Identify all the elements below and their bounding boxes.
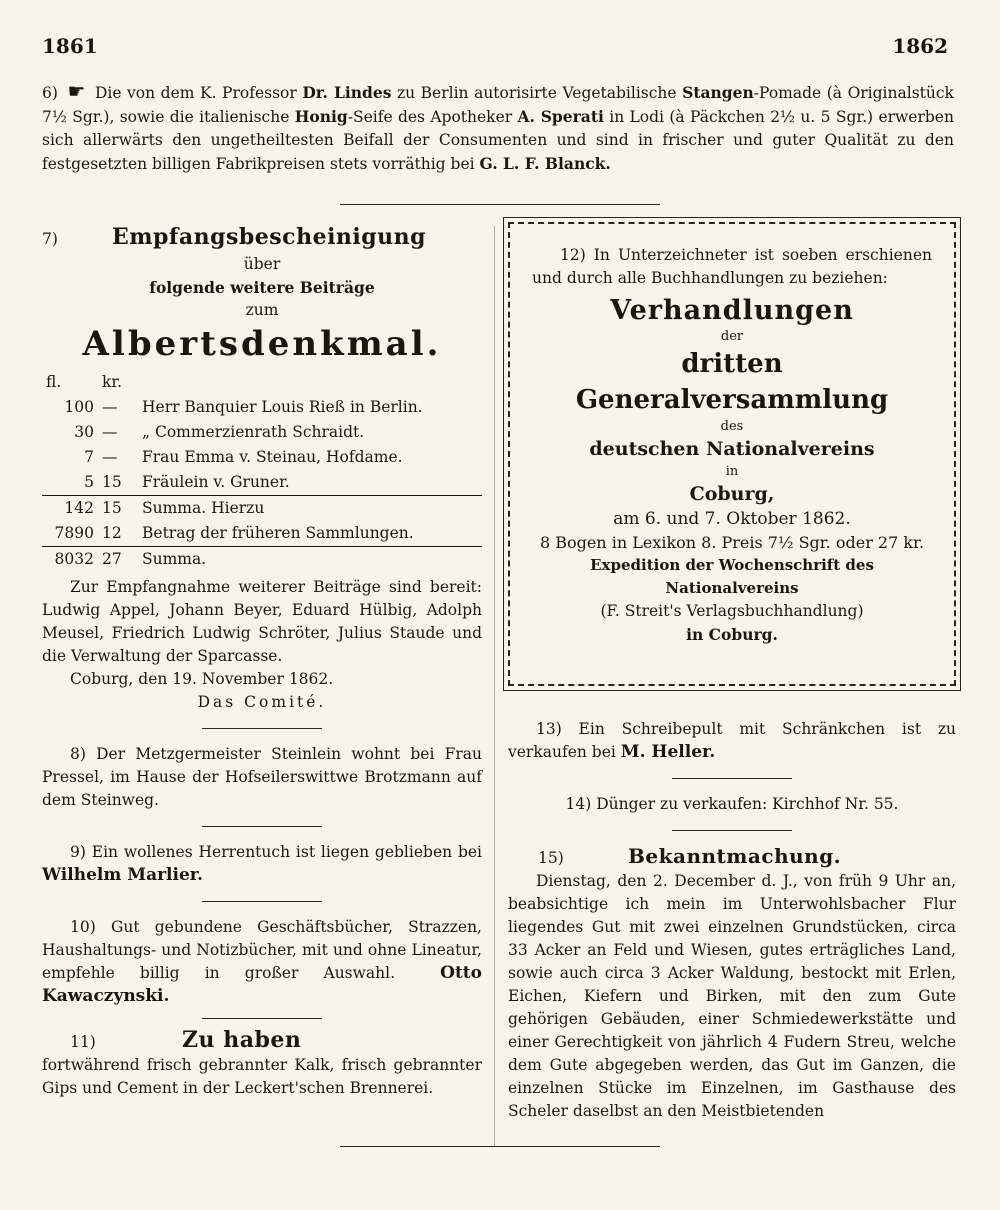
sum-row (42, 521, 482, 547)
ad10-name: Otto Kawaczynski. (42, 963, 482, 1006)
ad12-publisher-name: (F. Streit's Verlagsbuchhandlung) (600, 602, 864, 620)
advertisement-7 (42, 226, 482, 714)
table-row (42, 445, 482, 470)
separator-rule (202, 728, 322, 729)
advertisement-9 (42, 841, 482, 887)
ad12-der: der (720, 329, 744, 344)
separator-rule (672, 778, 792, 779)
ad7-number: 7) (42, 230, 58, 248)
ad9-name: Wilhelm Marlier. (42, 865, 204, 885)
ad6-name-blanck: G. L. F. Blanck. (479, 154, 611, 173)
ad15-number: 15) (538, 849, 564, 867)
ad12-title-generalversammlung: dritten Generalversammlung (575, 349, 889, 415)
ad15-title: Bekanntmachung. (628, 844, 842, 868)
ad6-name-lindes: Dr. Lindes (302, 83, 392, 102)
cell-donor: Fräulein v. Gruner. (142, 473, 290, 491)
cell-kr: — (102, 448, 118, 466)
table-row (42, 420, 482, 445)
cell-kr: 27 (98, 547, 138, 573)
ad10-text: 10) Gut gebundene Geschäftsbücher, Strazzen, Haushaltungs- und Notizbücher, mit und ohne Lineatur, empfehle billig in großer Auswahl. (42, 918, 482, 982)
ad6-text-e: in Lodi (à Päckchen 2½ u. 5 Sgr.) erwerben sich allerwärts den ungetheiltesten Beifall der Consumenten und sind in frischer und guter Qualität zu den festgesetzten billigen Fabrikpreisen stets vorräthig bei (42, 108, 954, 173)
ad6-text-d: -Seife des Apotheker (347, 108, 513, 126)
ad6-number: 6) (42, 84, 58, 102)
ad11-text: fortwährend frisch gebrannter Kalk, frisch gebrannter Gips und Cement in der Leckert'schen Brennerei. (42, 1056, 482, 1097)
cell-label: Betrag der früheren Sammlungen. (142, 524, 414, 542)
ad7-title: Empfangsbescheinigung (112, 224, 427, 250)
ad7-line-zum: zum (245, 301, 279, 319)
ad12-publisher-place: in Coburg. (686, 625, 778, 644)
ad9-text: 9) Ein wollenes Herrentuch ist liegen geblieben bei (70, 843, 482, 861)
cell-fl: 30 (74, 423, 94, 441)
ad12-price: 8 Bogen in Lexikon 8. Preis 7½ Sgr. oder 27 kr. (539, 533, 925, 552)
ad6-text-a: Die von dem K. Professor (94, 84, 297, 102)
ad11-title: Zu haben (182, 1027, 302, 1053)
cell-kr: — (102, 398, 118, 416)
advertisement-14: 14) Dünger zu verkaufen: Kirchhof Nr. 55. (565, 795, 899, 813)
donation-table (42, 370, 482, 572)
ad12-title-verhandlungen: Verhandlungen (610, 295, 854, 326)
cell-kr: 15 (102, 473, 122, 491)
cell-donor: „ Commerzienrath Schraidt. (142, 423, 365, 441)
separator-rule (202, 1018, 322, 1019)
ad12-in: in (725, 464, 739, 479)
ad11-number: 11) (70, 1033, 96, 1051)
col-header-kr: kr. (102, 373, 123, 391)
ad12-publisher: Expedition der Wochenschrift des Nationalvereins (590, 556, 874, 597)
cell-fl: 142 (42, 496, 98, 522)
ad12-title-nationalverein: deutschen Nationalvereins (589, 438, 875, 460)
ad6-name-stangen: Stangen (682, 83, 754, 102)
cell-fl: 5 (84, 473, 94, 491)
table-row (42, 470, 482, 496)
cell-label: Summa. Hierzu (138, 496, 482, 522)
separator-rule (340, 204, 660, 205)
cell-kr: 15 (98, 496, 138, 522)
advertisement-6 (42, 80, 954, 176)
cell-kr: — (102, 423, 118, 441)
cell-fl: 100 (64, 398, 94, 416)
col-header-fl: fl. (46, 373, 62, 391)
ad7-line-uber: über (243, 255, 281, 273)
ad7-body: Zur Empfangnahme weiterer Beiträge sind bereit: Ludwig Appel, Johann Beyer, Eduard Hülbig, Adolph Meusel, Friedrich Ludwig Schröter, Julius Staude und die Verwaltung der Sparcasse. (42, 578, 482, 665)
ad6-text-b: zu Berlin autorisirte Vegetabilische (396, 84, 677, 102)
left-column (42, 226, 482, 1100)
page-number-right: 1862 (892, 34, 948, 58)
ad12-city: Coburg, (689, 483, 775, 505)
cell-fl: 7890 (54, 524, 94, 542)
cell-fl: 8032 (42, 547, 98, 573)
bottom-rule (340, 1146, 660, 1147)
advertisement-12 (508, 222, 956, 686)
advertisement-13 (508, 718, 956, 764)
ad13-name: M. Heller. (620, 742, 716, 762)
separator-rule (202, 901, 322, 902)
column-divider (494, 226, 495, 1146)
ad12-intro: 12) In Unterzeichneter ist soeben erschienen und durch alle Buchhandlungen zu beziehen: (532, 246, 932, 287)
cell-donor: Herr Banquier Louis Rieß in Berlin. (142, 398, 423, 416)
ad15-body: Dienstag, den 2. December d. J., von früh 9 Uhr an, beabsichtige ich mein im Unterwohlsbacher Flur liegendes Gut mit zwei einzelnen Grundstücken, circa 33 Acker an Feld und Wiesen, gutes erträgliches Land, sowie auch circa 3 Acker Waldung, bestockt mit Erlen, Eichen, Kiefern und Birken, mit den zum Gute gehörigen Gebäuden, einer Schmiedewerkstätte und einer Gerechtigkeit von jährlich 4 Fudern Streu, welche dem Gute abgegeben werden, das Gut im Ganzen, die einzelnen Stücke im Einzelnen, im Gasthause des Scheler daselbst an den Meistbietenden (508, 872, 956, 1120)
cell-donor: Frau Emma v. Steinau, Hofdame. (142, 448, 403, 466)
cell-kr: 12 (102, 524, 122, 542)
ad7-monument: Albertsdenkmal. (82, 324, 442, 364)
ad6-text-c: -Pomade (à Originalstück 7½ Sgr.), sowie die italienische (42, 84, 954, 126)
ad7-signature: Das Comité. (197, 693, 327, 711)
table-row (42, 395, 482, 420)
ad13-text: 13) Ein Schreibepult mit Schränkchen ist zu verkaufen bei (508, 720, 956, 761)
advertisement-15 (508, 845, 956, 1123)
sum-row (42, 547, 482, 573)
ad12-date: am 6. und 7. Oktober 1862. (613, 509, 851, 529)
advertisement-11 (42, 1029, 482, 1100)
ad6-name-sperati: A. Sperati (517, 107, 604, 126)
advertisement-10 (42, 916, 482, 1008)
ad12-des: des (720, 419, 744, 434)
separator-rule (202, 826, 322, 827)
sum-row (42, 496, 482, 522)
pointing-hand-icon: ☛ (67, 79, 86, 103)
ad7-line-beitraege: folgende weitere Beiträge (149, 278, 375, 297)
cell-fl: 7 (84, 448, 94, 466)
ad6-name-honig: Honig (294, 107, 348, 126)
right-column (508, 222, 956, 1123)
separator-rule (672, 830, 792, 831)
cell-label: Summa. (138, 547, 482, 573)
page-number-left: 1861 (42, 34, 98, 58)
ad7-dateline: Coburg, den 19. November 1862. (70, 670, 334, 688)
advertisement-8: 8) Der Metzgermeister Steinlein wohnt bei Frau Pressel, im Hause der Hofseilerswittwe Brotzmann auf dem Steinweg. (42, 745, 482, 809)
